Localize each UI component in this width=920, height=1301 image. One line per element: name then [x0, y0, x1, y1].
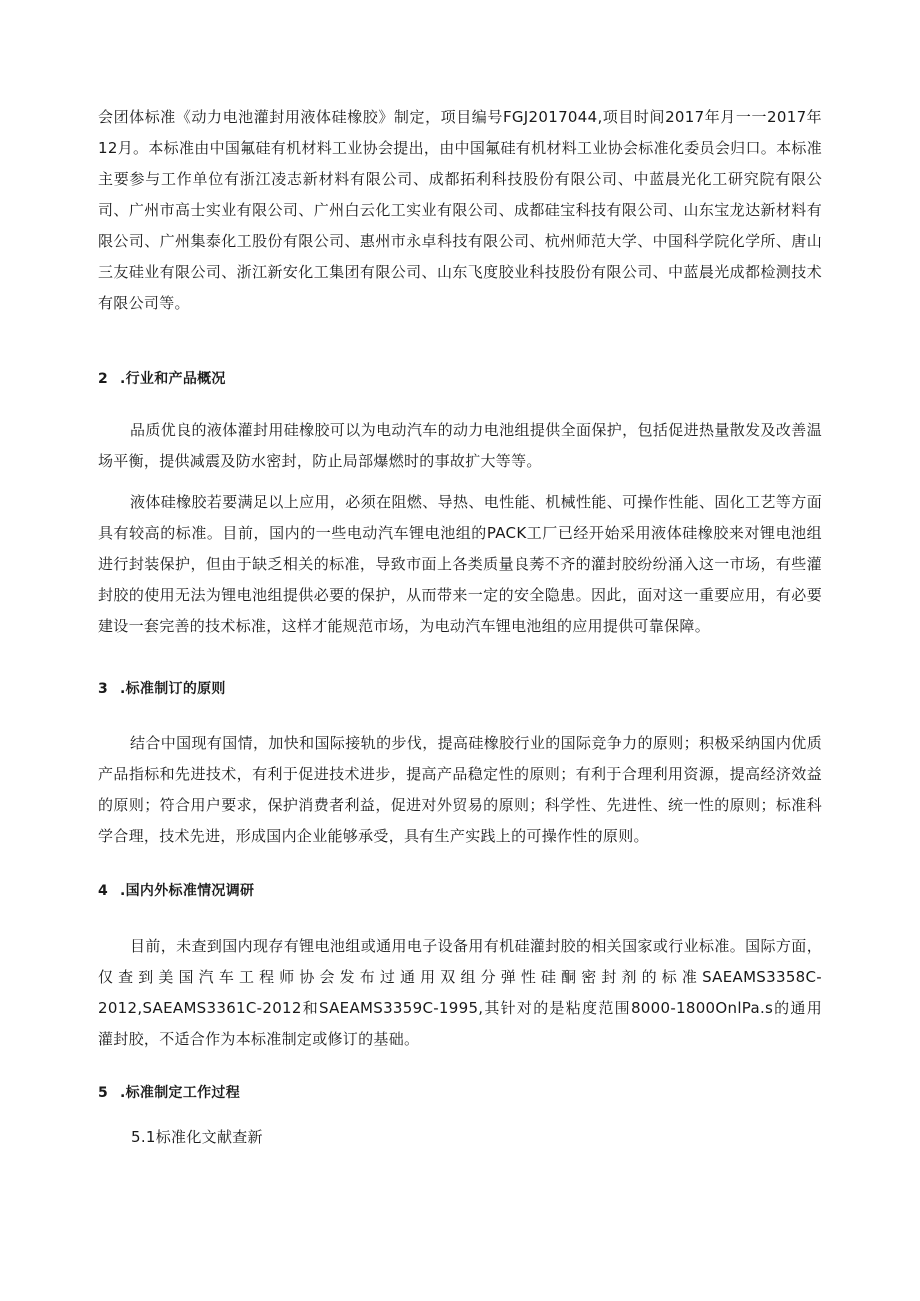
section-4-paragraph-1: 目前，未查到国内现存有锂电池组或通用电子设备用有机硅灌封胶的相关国家或行业标准。国际方面，仅查到美国汽车工程师协会发布过通用双组分弹性硅酮密封剂的标准SAEAMS3358C-2012,SAEAMS3361C-2012和SAEAMS3359C-1995,其针对的是粘度范围8000-1800OnlPa.s的通用灌封胶，不适合作为本标准制定或修订的基础。 — [98, 937, 822, 1048]
section-4-heading — [98, 880, 822, 902]
section-3-title: .标准制订的原则 — [120, 681, 226, 697]
section-3-heading — [98, 678, 822, 700]
section-2-heading — [98, 368, 822, 390]
section-5-title: .标准制定工作过程 — [120, 1085, 241, 1101]
section-3-number: 3 — [98, 681, 109, 697]
section-2-paragraph-1: 品质优良的液体灌封用硅橡胶可以为电动汽车的动力电池组提供全面保护，包括促进热量散发及改善温场平衡，提供减震及防水密封，防止局部爆燃时的事故扩大等等。 — [98, 421, 822, 470]
subsection-5-1-heading: 5.1标准化文献查新 — [131, 1128, 263, 1146]
section-3-paragraph-1: 结合中国现有国情，加快和国际接轨的步伐，提高硅橡胶行业的国际竞争力的原则；积极采纳国内优质产品指标和先进技术，有利于促进技术进步，提高产品稳定性的原则；有利于合理利用资源，提高经济效益的原则；符合用户要求，保护消费者利益，促进对外贸易的原则；科学性、先进性、统一性的原则；标准科学合理，技术先进，形成国内企业能够承受，具有生产实践上的可操作性的原则。 — [98, 734, 822, 845]
section-5-heading — [98, 1082, 822, 1104]
intro-paragraph: 会团体标准《动力电池灌封用液体硅橡胶》制定，项目编号FGJ2017044,项目时间2017年月一一2017年12月。本标准由中国氟硅有机材料工业协会提出，由中国氟硅有机材料工业协会标准化委员会归口。本标准主要参与工作单位有浙江凌志新材料有限公司、成都拓利科技股份有限公司、中蓝晨光化工研究院有限公司、广州市高士实业有限公司、广州白云化工实业有限公司、成都硅宝科技有限公司、山东宝龙达新材料有限公司、广州集泰化工股份有限公司、惠州市永卓科技有限公司、杭州师范大学、中国科学院化学所、唐山三友硅业有限公司、浙江新安化工集团有限公司、山东飞度胶业科技股份有限公司、中蓝晨光成都检测技术有限公司等。 — [98, 108, 822, 312]
section-2-number: 2 — [98, 371, 109, 387]
section-5-number: 5 — [98, 1085, 109, 1101]
section-4-title: .国内外标准情况调研 — [120, 883, 255, 899]
section-2-paragraph-2: 液体硅橡胶若要满足以上应用，必须在阻燃、导热、电性能、机械性能、可操作性能、固化工艺等方面具有较高的标准。目前，国内的一些电动汽车锂电池组的PACK工厂已经开始采用液体硅橡胶来对锂电池组进行封装保护，但由于缺乏相关的标准，导致市面上各类质量良莠不齐的灌封胶纷纷涌入这一市场，有些灌封胶的使用无法为锂电池组提供必要的保护，从而带来一定的安全隐患。因此，面对这一重要应用，有必要建设一套完善的技术标准，这样才能规范市场，为电动汽车锂电池组的应用提供可靠保障。 — [98, 493, 822, 635]
section-4-number: 4 — [98, 883, 109, 899]
section-2-title: .行业和产品概况 — [120, 371, 226, 387]
